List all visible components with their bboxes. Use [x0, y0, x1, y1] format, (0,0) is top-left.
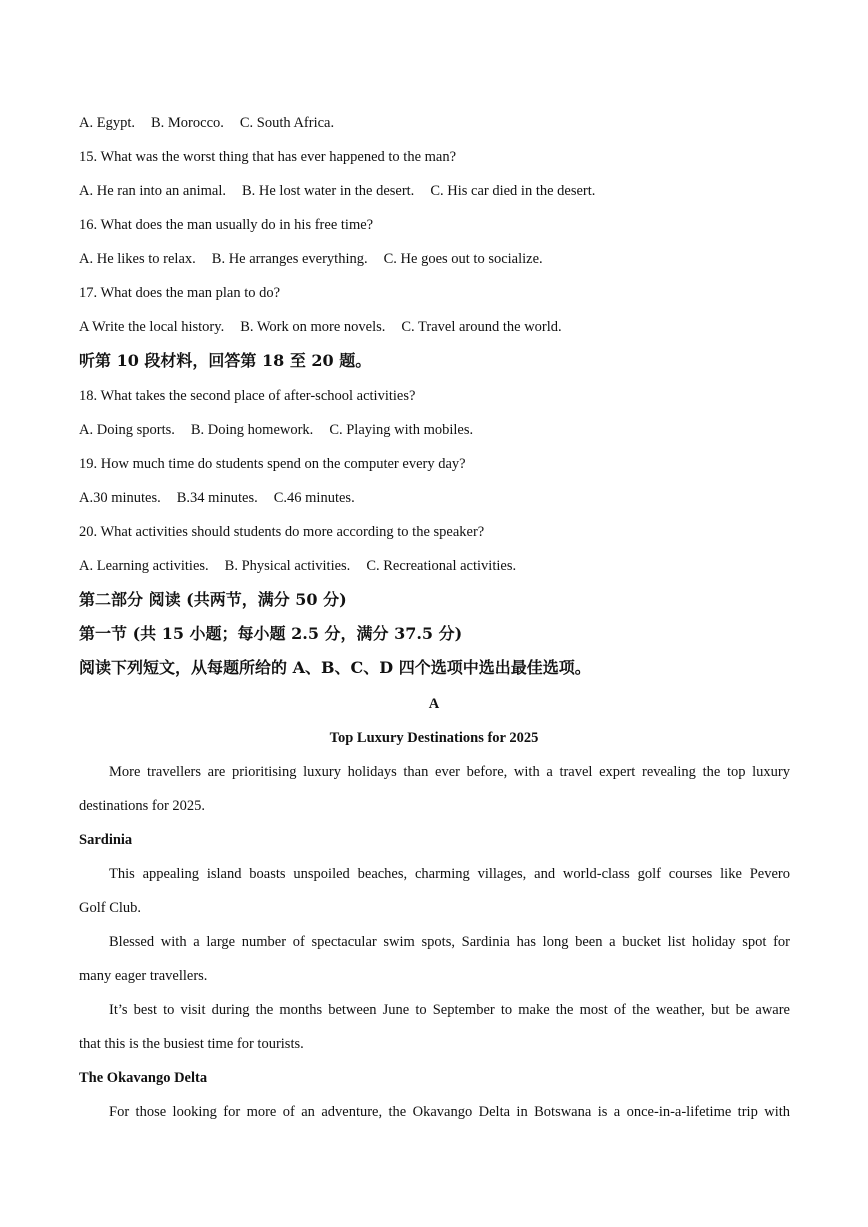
- sardinia-p1-line-1: This appealing island boasts unspoiled beaches, charming villages, and world-class golf courses like Pevero: [109, 866, 790, 882]
- sardinia-p2-line-2: many eager travellers.: [79, 968, 208, 984]
- option-b: B. Doing homework.: [190, 422, 314, 438]
- option-a: A Write the local history.: [79, 319, 225, 335]
- section-10-heading: 听第 10 段材料，回答第 18 至 20 题。: [79, 351, 372, 370]
- okavango-heading: The Okavango Delta: [79, 1070, 208, 1086]
- option-b: B. He arranges everything.: [211, 251, 368, 267]
- intro-line-2: destinations for 2025.: [79, 798, 206, 814]
- question-20: 20. What activities should students do more according to the speaker?: [79, 524, 485, 540]
- q14-options: [79, 114, 334, 132]
- reading-part-heading: 第二部分 阅读 (共两节，满分 50 分): [79, 590, 347, 609]
- reading-section-heading: 第一节 (共 15 小题；每小题 2.5 分，满分 37.5 分): [79, 624, 463, 643]
- question-19: 19. How much time do students spend on the computer every day?: [79, 456, 466, 472]
- option-c: C. Playing with mobiles.: [329, 422, 474, 438]
- q16-options: [79, 250, 543, 268]
- option-b: B. Work on more novels.: [240, 319, 386, 335]
- option-a: A. Learning activities.: [79, 558, 209, 574]
- option-b: B. Morocco.: [150, 115, 224, 131]
- q19-options: [79, 489, 355, 507]
- option-a: A. He likes to relax.: [79, 251, 196, 267]
- option-c: C. Travel around the world.: [401, 319, 562, 335]
- q17-options: [79, 318, 562, 336]
- passage-letter: A: [428, 696, 440, 712]
- sardinia-p1-line-2: Golf Club.: [79, 900, 142, 916]
- option-c: C.46 minutes.: [273, 490, 355, 506]
- option-b: B.34 minutes.: [176, 490, 258, 506]
- option-c: C. His car died in the desert.: [430, 183, 596, 199]
- okavango-p1-line-1: For those looking for more of an adventure, the Okavango Delta in Botswana is a once-in-a-lifetime trip with: [109, 1104, 790, 1120]
- option-c: C. He goes out to socialize.: [383, 251, 543, 267]
- q15-options: [79, 182, 595, 200]
- q18-options: [79, 421, 473, 439]
- option-c: C. Recreational activities.: [366, 558, 517, 574]
- q20-options: [79, 557, 516, 575]
- question-17: 17. What does the man plan to do?: [79, 285, 281, 301]
- option-a: A. Doing sports.: [79, 422, 175, 438]
- option-b: B. He lost water in the desert.: [241, 183, 415, 199]
- sardinia-p3-line-1: It’s best to visit during the months between June to September to make the most of the weather, but be aware: [109, 1002, 790, 1018]
- option-a: A. Egypt.: [79, 115, 135, 131]
- option-a: A. He ran into an animal.: [79, 183, 226, 199]
- sardinia-heading: Sardinia: [79, 832, 133, 848]
- sardinia-p2-line-1: Blessed with a large number of spectacular swim spots, Sardinia has long been a bucket list holiday spot for: [109, 934, 790, 950]
- option-a: A.30 minutes.: [79, 490, 161, 506]
- intro-line-1: More travellers are prioritising luxury holidays than ever before, with a travel expert revealing the top luxury: [109, 764, 790, 780]
- question-15: 15. What was the worst thing that has ever happened to the man?: [79, 149, 457, 165]
- reading-instruction: 阅读下列短文，从每题所给的 A、B、C、D 四个选项中选出最佳选项。: [79, 658, 591, 677]
- question-18: 18. What takes the second place of after-school activities?: [79, 388, 416, 404]
- passage-title: Top Luxury Destinations for 2025: [329, 730, 539, 746]
- sardinia-p3-line-2: that this is the busiest time for tourists.: [79, 1036, 304, 1052]
- option-b: B. Physical activities.: [224, 558, 351, 574]
- question-16: 16. What does the man usually do in his free time?: [79, 217, 374, 233]
- option-c: C. South Africa.: [239, 115, 335, 131]
